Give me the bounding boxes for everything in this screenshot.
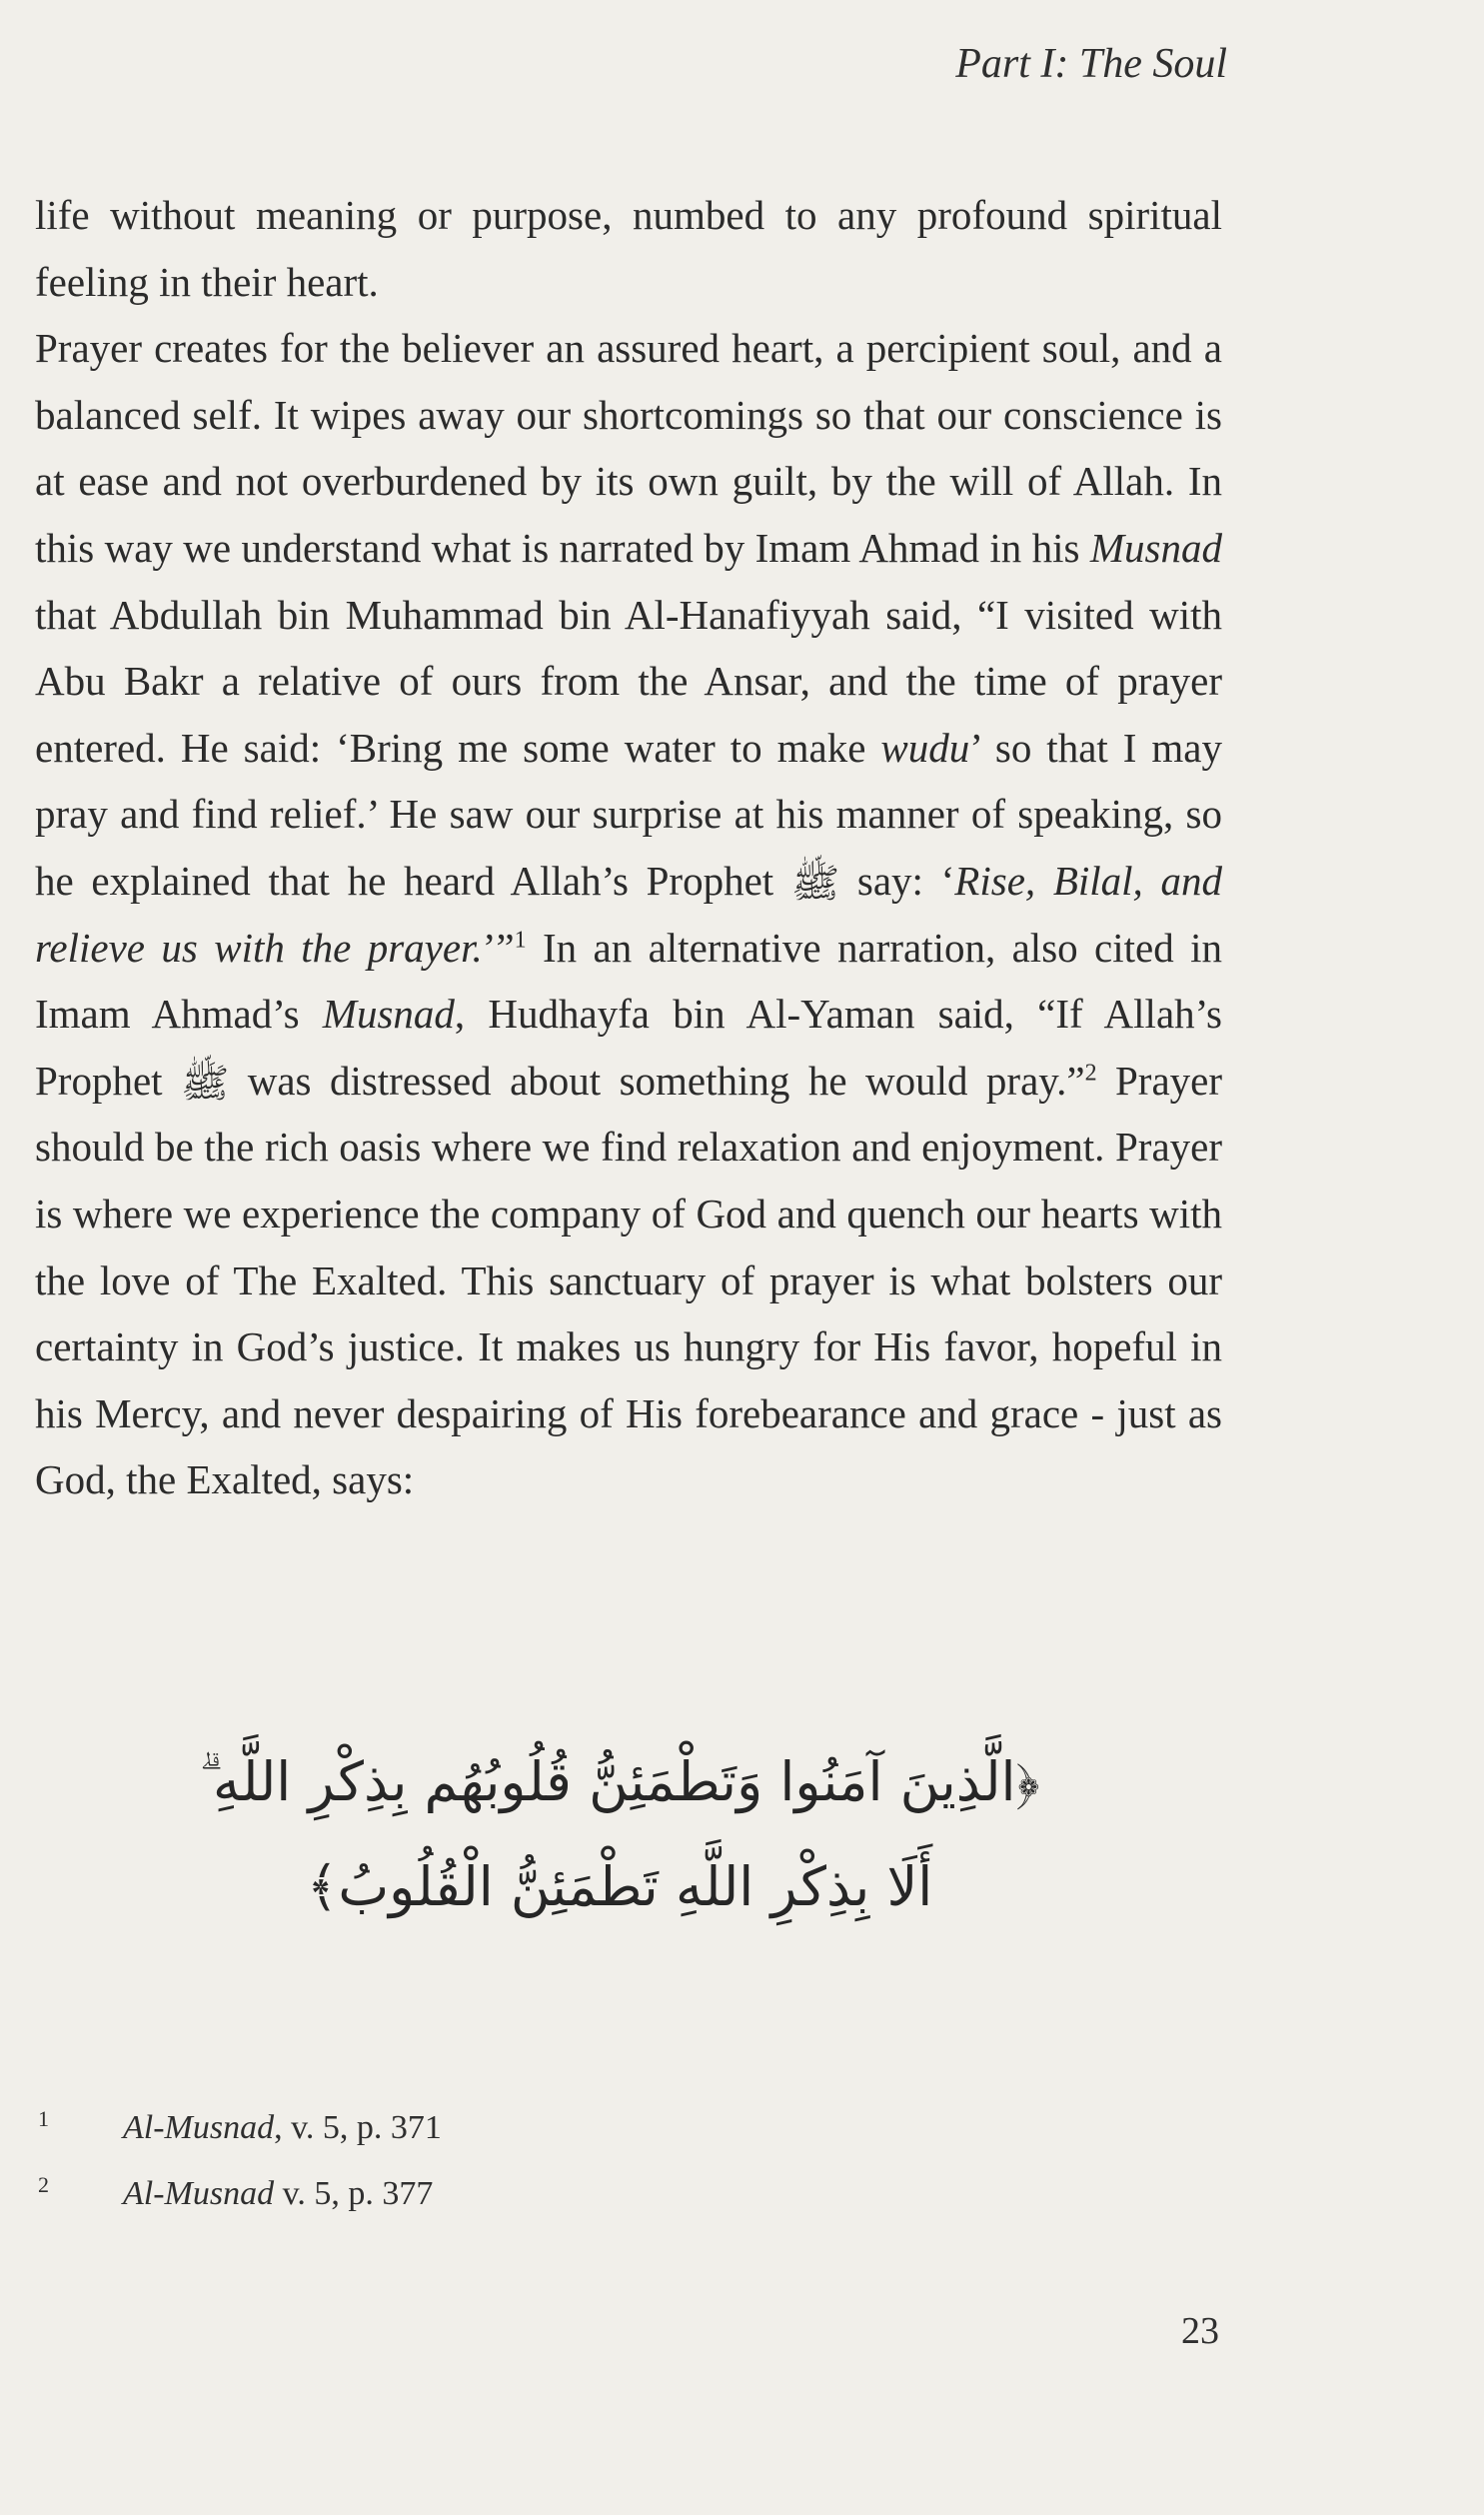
verse-line-2: أَلَا بِذِكْرِ اللَّهِ تَطْمَئِنُّ الْقُلُوبُ﴾ [306, 1855, 933, 1918]
footnote-ref-1: 1 [514, 926, 527, 953]
footnote-text [123, 2109, 442, 2147]
footnote-2 [38, 2172, 937, 2241]
footnote-number: 1 [38, 2106, 49, 2131]
salawat-glyph: ﷺ [790, 860, 840, 907]
text-run: , Hudhayfa bin Al-Yaman said, “If Allah’s Prophet [35, 991, 1222, 1104]
footnote-citation: v. 5, p. 377 [274, 2175, 434, 2212]
paragraph-prayer [35, 315, 1222, 1513]
footnote-citation: , v. 5, p. 371 [274, 2109, 442, 2146]
italic-quote: Rise, Bilal, and relieve us with the prayer. [35, 857, 1222, 971]
italic-musnad: Musnad [322, 991, 455, 1038]
footnote-source: Al-Musnad [123, 2175, 275, 2212]
text-run: In an alternative narration, also cited in Imam Ahmad’s [35, 924, 1222, 1038]
footnote-number: 2 [38, 2172, 49, 2197]
paragraph-continuation: life without meaning or purpose, numbed to any profound spiritual feeling in their heart. [35, 192, 1222, 305]
footnote-text [123, 2175, 433, 2213]
text-run: say: ‘ [839, 857, 955, 904]
page-number: 23 [1181, 2310, 1219, 2352]
italic-musnad: Musnad [1089, 524, 1222, 571]
text-run: Prayer should be the rich oasis where we find relaxation and enjoyment. Prayer is where we experience the company of God and quench our hearts with the love of The Exalted. This sanctuary of prayer is what bolsters our certainty in God’s justice. It makes us hungry for His favor, hopeful in his Mercy, and never despairing of His forebearance and grace - just as God, the Exalted, says: [35, 1057, 1222, 1503]
text-run: ’ so that I may pray and find relief.’ He saw our surprise at his manner of speaking, so he explained that he heard Allah’s Prophet [35, 724, 1222, 904]
footnote-1 [38, 2106, 937, 2175]
verse-line-1: ﴿الَّذِينَ آمَنُوا وَتَطْمَئِنُّ قُلُوبُهُم بِذِكْرِ اللَّهِ ۗ [199, 1750, 1040, 1813]
running-head: Part I: The Soul [955, 41, 1227, 87]
footnote-ref-2: 2 [1084, 1060, 1097, 1087]
text-run: that Abdullah bin Muhammad bin Al-Hanafiyyah said, “I visited with Abu Bakr a relative of ours from the Ansar, and the time of prayer entered. He said: ‘Bring me some water to make [35, 591, 1222, 771]
body-text [35, 182, 1222, 1513]
salawat-glyph: ﷺ [180, 1060, 230, 1107]
footnote-source: Al-Musnad [123, 2109, 275, 2146]
footnotes [38, 2106, 937, 2241]
italic-wudu: wudu [880, 724, 970, 771]
text-run: was distressed about something he would pray.” [229, 1057, 1085, 1104]
quran-verse [180, 1729, 1059, 1939]
text-run: Prayer creates for the believer an assured heart, a percipient soul, and a balanced self. It wipes away our shortcomings so that our conscience is at ease and not overburdened by its own guilt, by the will of Allah. In this way we understand what is narrated by Imam Ahmad in his [35, 325, 1222, 571]
text-run: ’” [482, 924, 515, 971]
